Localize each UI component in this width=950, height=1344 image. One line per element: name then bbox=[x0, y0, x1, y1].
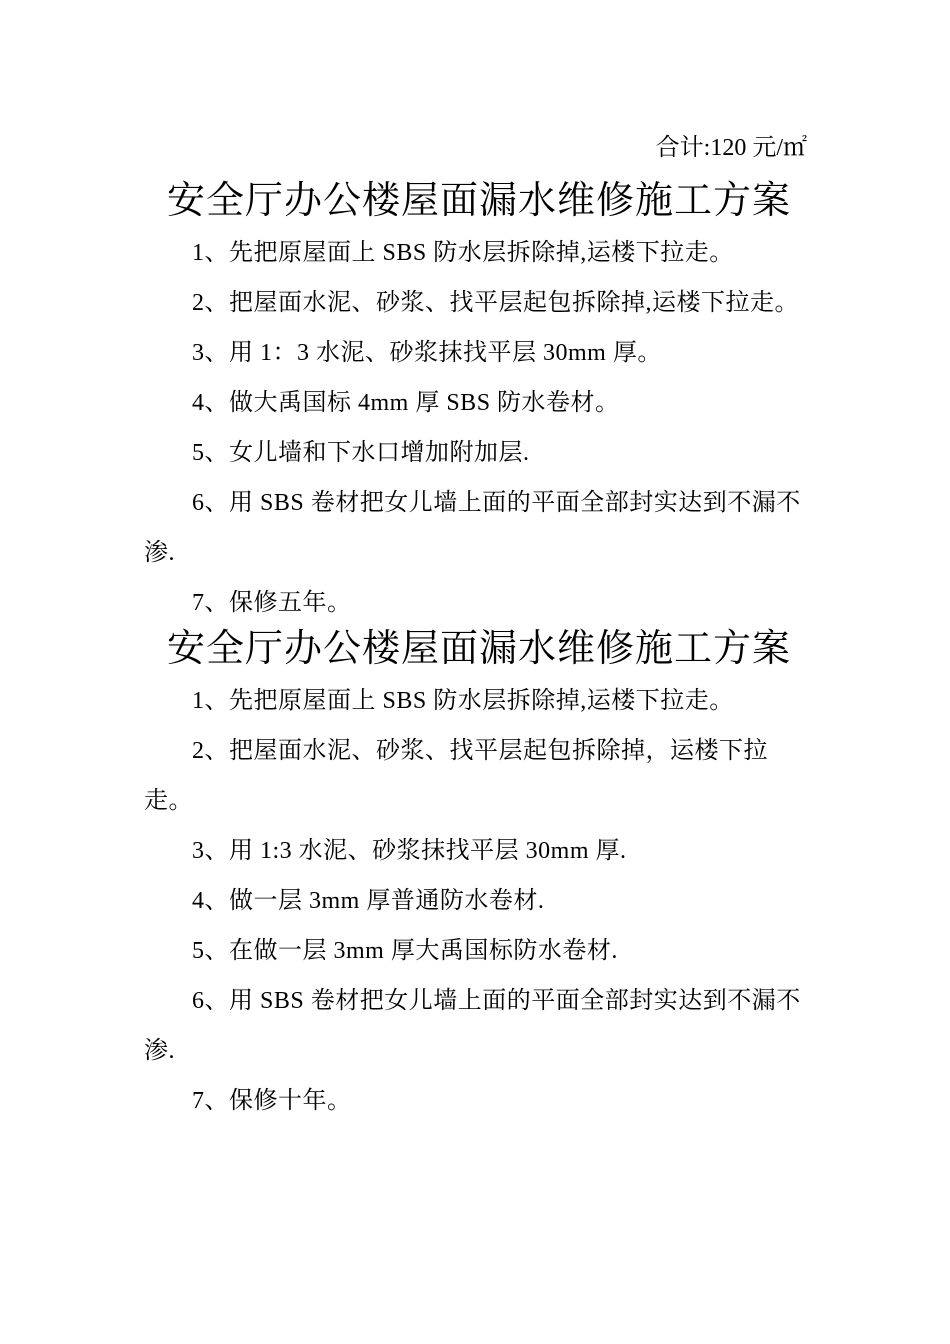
section-plan-2 bbox=[144, 620, 814, 1126]
section-title: 安全厅办公楼屋面漏水维修施工方案 bbox=[166, 178, 791, 222]
step-item: 1、先把原屋面上 SBS 防水层拆除掉,运楼下拉走。 bbox=[192, 688, 734, 714]
total-price: 合计:120 元/㎡ bbox=[655, 135, 807, 161]
step-item: 6、用 SBS 卷材把女儿墙上面的平面全部封实达到不漏不渗. bbox=[144, 988, 801, 1064]
step-item: 2、把屋面水泥、砂浆、找平层起包拆除掉，运楼下拉走。 bbox=[144, 738, 768, 814]
step-item: 3、用 1:3 水泥、砂浆抹找平层 30mm 厚. bbox=[192, 838, 627, 864]
step-item: 2、把屋面水泥、砂浆、找平层起包拆除掉,运楼下拉走。 bbox=[192, 290, 799, 316]
section-plan-1 bbox=[144, 172, 814, 628]
step-list bbox=[144, 676, 814, 1126]
step-item: 6、用 SBS 卷材把女儿墙上面的平面全部封实达到不漏不渗. bbox=[144, 490, 801, 566]
step-item: 7、保修五年。 bbox=[192, 590, 352, 616]
step-item: 7、保修十年。 bbox=[192, 1088, 352, 1114]
step-item: 4、做大禹国标 4mm 厚 SBS 防水卷材。 bbox=[192, 390, 620, 416]
step-item: 3、用 1：3 水泥、砂浆抹找平层 30mm 厚。 bbox=[192, 340, 662, 366]
step-item: 4、做一层 3mm 厚普通防水卷材. bbox=[192, 888, 545, 914]
step-list bbox=[144, 228, 814, 628]
section-title: 安全厅办公楼屋面漏水维修施工方案 bbox=[166, 626, 791, 670]
step-item: 1、先把原屋面上 SBS 防水层拆除掉,运楼下拉走。 bbox=[192, 240, 734, 266]
step-item: 5、在做一层 3mm 厚大禹国标防水卷材. bbox=[192, 938, 618, 964]
step-item: 5、女儿墙和下水口增加附加层. bbox=[192, 440, 530, 466]
